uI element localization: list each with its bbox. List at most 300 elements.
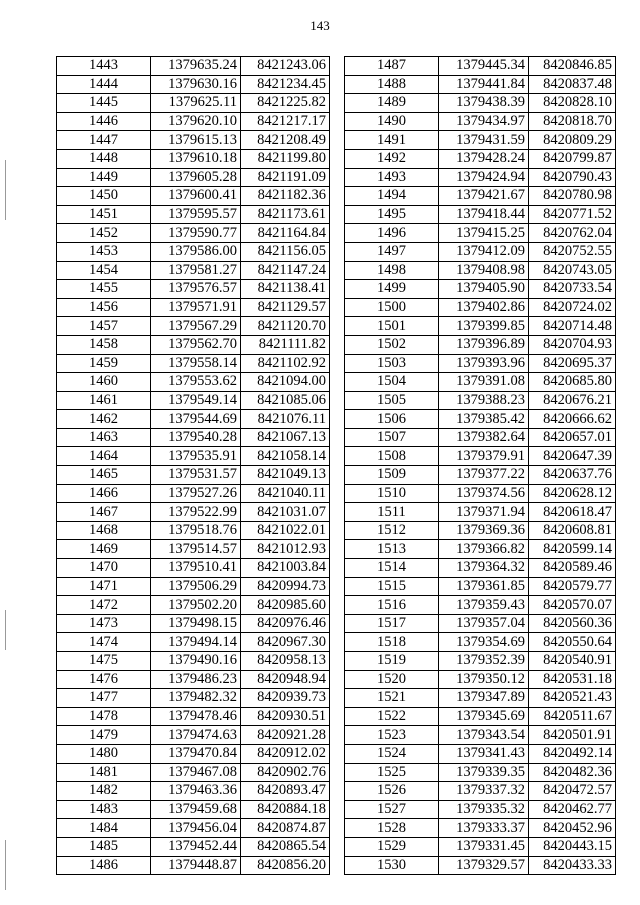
y-coordinate-cell: 8420511.67	[529, 707, 616, 726]
table-row	[345, 484, 616, 503]
point-number-cell: 1477	[57, 689, 151, 708]
y-coordinate-cell: 8420771.52	[529, 205, 616, 224]
y-coordinate-cell: 8421234.45	[241, 75, 330, 94]
y-coordinate-cell: 8420657.01	[529, 428, 616, 447]
point-number-cell: 1462	[57, 410, 151, 429]
point-number-cell: 1461	[57, 391, 151, 410]
table-row	[345, 819, 616, 838]
point-number-cell: 1490	[345, 112, 439, 131]
x-coordinate-cell: 1379456.04	[151, 819, 241, 838]
point-number-cell: 1517	[345, 614, 439, 633]
y-coordinate-cell: 8420976.46	[241, 614, 330, 633]
point-number-cell: 1453	[57, 242, 151, 261]
table-row	[57, 707, 330, 726]
y-coordinate-cell: 8420828.10	[529, 94, 616, 113]
point-number-cell: 1487	[345, 57, 439, 76]
y-coordinate-cell: 8421085.06	[241, 391, 330, 410]
point-number-cell: 1476	[57, 670, 151, 689]
x-coordinate-cell: 1379396.89	[439, 335, 529, 354]
table-row	[345, 837, 616, 856]
y-coordinate-cell: 8421094.00	[241, 373, 330, 392]
point-number-cell: 1491	[345, 131, 439, 150]
y-coordinate-cell: 8421191.09	[241, 168, 330, 187]
table-row	[57, 149, 330, 168]
y-coordinate-cell: 8421040.11	[241, 484, 330, 503]
y-coordinate-cell: 8421102.92	[241, 354, 330, 373]
point-number-cell: 1484	[57, 819, 151, 838]
y-coordinate-cell: 8420531.18	[529, 670, 616, 689]
point-number-cell: 1508	[345, 447, 439, 466]
x-coordinate-cell: 1379506.29	[151, 577, 241, 596]
y-coordinate-cell: 8421003.84	[241, 559, 330, 578]
x-coordinate-cell: 1379393.96	[439, 354, 529, 373]
x-coordinate-cell: 1379335.32	[439, 800, 529, 819]
x-coordinate-cell: 1379399.85	[439, 317, 529, 336]
point-number-cell: 1521	[345, 689, 439, 708]
table-row	[57, 335, 330, 354]
point-number-cell: 1480	[57, 744, 151, 763]
x-coordinate-cell: 1379581.27	[151, 261, 241, 280]
y-coordinate-cell: 8420930.51	[241, 707, 330, 726]
table-row	[57, 94, 330, 113]
point-number-cell: 1446	[57, 112, 151, 131]
y-coordinate-cell: 8420846.85	[529, 57, 616, 76]
point-number-cell: 1454	[57, 261, 151, 280]
y-coordinate-cell: 8420570.07	[529, 596, 616, 615]
table-row	[345, 652, 616, 671]
x-coordinate-cell: 1379605.28	[151, 168, 241, 187]
y-coordinate-cell: 8420704.93	[529, 335, 616, 354]
x-coordinate-cell: 1379576.57	[151, 280, 241, 299]
point-number-cell: 1481	[57, 763, 151, 782]
x-coordinate-cell: 1379341.43	[439, 744, 529, 763]
y-coordinate-cell: 8421173.61	[241, 205, 330, 224]
point-number-cell: 1449	[57, 168, 151, 187]
table-row	[57, 410, 330, 429]
page-number: 143	[310, 18, 330, 33]
x-coordinate-cell: 1379514.57	[151, 540, 241, 559]
table-row	[345, 521, 616, 540]
x-coordinate-cell: 1379424.94	[439, 168, 529, 187]
point-number-cell: 1513	[345, 540, 439, 559]
point-number-cell: 1443	[57, 57, 151, 76]
point-number-cell: 1514	[345, 559, 439, 578]
point-number-cell: 1510	[345, 484, 439, 503]
y-coordinate-cell: 8421208.49	[241, 131, 330, 150]
x-coordinate-cell: 1379502.20	[151, 596, 241, 615]
point-number-cell: 1515	[345, 577, 439, 596]
y-coordinate-cell: 8420685.80	[529, 373, 616, 392]
y-coordinate-cell: 8421138.41	[241, 280, 330, 299]
table-row	[57, 596, 330, 615]
x-coordinate-cell: 1379421.67	[439, 187, 529, 206]
x-coordinate-cell: 1379438.39	[439, 94, 529, 113]
table-row	[345, 744, 616, 763]
table-row	[345, 856, 616, 875]
x-coordinate-cell: 1379405.90	[439, 280, 529, 299]
y-coordinate-cell: 8420676.21	[529, 391, 616, 410]
table-row	[345, 187, 616, 206]
table-row	[345, 94, 616, 113]
scan-edge-mark	[5, 610, 6, 650]
table-row	[57, 763, 330, 782]
table-row	[57, 280, 330, 299]
y-coordinate-cell: 8420560.36	[529, 614, 616, 633]
point-number-cell: 1527	[345, 800, 439, 819]
point-number-cell: 1529	[345, 837, 439, 856]
table-row	[345, 280, 616, 299]
x-coordinate-cell: 1379445.34	[439, 57, 529, 76]
x-coordinate-cell: 1379379.91	[439, 447, 529, 466]
x-coordinate-cell: 1379630.16	[151, 75, 241, 94]
x-coordinate-cell: 1379415.25	[439, 224, 529, 243]
point-number-cell: 1456	[57, 298, 151, 317]
y-coordinate-cell: 8420589.46	[529, 559, 616, 578]
y-coordinate-cell: 8420921.28	[241, 726, 330, 745]
y-coordinate-cell: 8420967.30	[241, 633, 330, 652]
point-number-cell: 1482	[57, 782, 151, 801]
y-coordinate-cell: 8420482.36	[529, 763, 616, 782]
table-row	[57, 391, 330, 410]
table-row	[345, 317, 616, 336]
x-coordinate-cell: 1379357.04	[439, 614, 529, 633]
x-coordinate-cell: 1379418.44	[439, 205, 529, 224]
y-coordinate-cell: 8420884.18	[241, 800, 330, 819]
point-number-cell: 1473	[57, 614, 151, 633]
y-coordinate-cell: 8420492.14	[529, 744, 616, 763]
point-number-cell: 1486	[57, 856, 151, 875]
coordinates-table-right	[344, 56, 616, 875]
table-row	[57, 224, 330, 243]
point-number-cell: 1504	[345, 373, 439, 392]
point-number-cell: 1525	[345, 763, 439, 782]
table-row	[57, 577, 330, 596]
x-coordinate-cell: 1379377.22	[439, 466, 529, 485]
x-coordinate-cell: 1379478.46	[151, 707, 241, 726]
point-number-cell: 1522	[345, 707, 439, 726]
point-number-cell: 1528	[345, 819, 439, 838]
point-number-cell: 1472	[57, 596, 151, 615]
y-coordinate-cell: 8420790.43	[529, 168, 616, 187]
table-row	[345, 670, 616, 689]
table-row	[57, 205, 330, 224]
table-row	[57, 856, 330, 875]
x-coordinate-cell: 1379371.94	[439, 503, 529, 522]
table-row	[57, 298, 330, 317]
table-row	[345, 298, 616, 317]
point-number-cell: 1495	[345, 205, 439, 224]
y-coordinate-cell: 8421182.36	[241, 187, 330, 206]
table-row	[345, 335, 616, 354]
y-coordinate-cell: 8420912.02	[241, 744, 330, 763]
point-number-cell: 1479	[57, 726, 151, 745]
table-row	[57, 187, 330, 206]
x-coordinate-cell: 1379635.24	[151, 57, 241, 76]
x-coordinate-cell: 1379408.98	[439, 261, 529, 280]
table-row	[345, 428, 616, 447]
table-row	[57, 503, 330, 522]
x-coordinate-cell: 1379343.54	[439, 726, 529, 745]
table-row	[57, 800, 330, 819]
point-number-cell: 1488	[345, 75, 439, 94]
x-coordinate-cell: 1379615.13	[151, 131, 241, 150]
y-coordinate-cell: 8420608.81	[529, 521, 616, 540]
point-number-cell: 1498	[345, 261, 439, 280]
point-number-cell: 1465	[57, 466, 151, 485]
table-row	[57, 317, 330, 336]
y-coordinate-cell: 8420893.47	[241, 782, 330, 801]
x-coordinate-cell: 1379434.97	[439, 112, 529, 131]
y-coordinate-cell: 8421049.13	[241, 466, 330, 485]
table-row	[57, 670, 330, 689]
y-coordinate-cell: 8420985.60	[241, 596, 330, 615]
table-row	[345, 726, 616, 745]
point-number-cell: 1459	[57, 354, 151, 373]
table-row	[345, 224, 616, 243]
table-row	[345, 242, 616, 261]
point-number-cell: 1483	[57, 800, 151, 819]
y-coordinate-cell: 8421022.01	[241, 521, 330, 540]
point-number-cell: 1493	[345, 168, 439, 187]
y-coordinate-cell: 8421225.82	[241, 94, 330, 113]
table-row	[345, 540, 616, 559]
point-number-cell: 1471	[57, 577, 151, 596]
x-coordinate-cell: 1379482.32	[151, 689, 241, 708]
point-number-cell: 1497	[345, 242, 439, 261]
point-number-cell: 1463	[57, 428, 151, 447]
x-coordinate-cell: 1379498.15	[151, 614, 241, 633]
y-coordinate-cell: 8421031.07	[241, 503, 330, 522]
point-number-cell: 1458	[57, 335, 151, 354]
x-coordinate-cell: 1379347.89	[439, 689, 529, 708]
point-number-cell: 1499	[345, 280, 439, 299]
table-row	[345, 112, 616, 131]
table-row	[345, 149, 616, 168]
x-coordinate-cell: 1379354.69	[439, 633, 529, 652]
table-row	[57, 652, 330, 671]
x-coordinate-cell: 1379333.37	[439, 819, 529, 838]
x-coordinate-cell: 1379531.57	[151, 466, 241, 485]
x-coordinate-cell: 1379600.41	[151, 187, 241, 206]
x-coordinate-cell: 1379345.69	[439, 707, 529, 726]
table-left-body	[57, 57, 330, 875]
y-coordinate-cell: 8420521.43	[529, 689, 616, 708]
table-row	[345, 391, 616, 410]
y-coordinate-cell: 8421243.06	[241, 57, 330, 76]
y-coordinate-cell: 8420939.73	[241, 689, 330, 708]
y-coordinate-cell: 8420865.54	[241, 837, 330, 856]
table-row	[57, 782, 330, 801]
x-coordinate-cell: 1379448.87	[151, 856, 241, 875]
x-coordinate-cell: 1379620.10	[151, 112, 241, 131]
y-coordinate-cell: 8420550.64	[529, 633, 616, 652]
x-coordinate-cell: 1379518.76	[151, 521, 241, 540]
point-number-cell: 1489	[345, 94, 439, 113]
y-coordinate-cell: 8420856.20	[241, 856, 330, 875]
y-coordinate-cell: 8420695.37	[529, 354, 616, 373]
table-right-body	[345, 57, 616, 875]
point-number-cell: 1455	[57, 280, 151, 299]
x-coordinate-cell: 1379350.12	[439, 670, 529, 689]
table-row	[345, 763, 616, 782]
y-coordinate-cell: 8420618.47	[529, 503, 616, 522]
table-row	[345, 503, 616, 522]
table-row	[57, 521, 330, 540]
y-coordinate-cell: 8420958.13	[241, 652, 330, 671]
y-coordinate-cell: 8421120.70	[241, 317, 330, 336]
x-coordinate-cell: 1379441.84	[439, 75, 529, 94]
table-row	[345, 800, 616, 819]
x-coordinate-cell: 1379361.85	[439, 577, 529, 596]
table-row	[345, 466, 616, 485]
table-row	[57, 168, 330, 187]
point-number-cell: 1523	[345, 726, 439, 745]
scan-edge-mark	[5, 840, 6, 890]
point-number-cell: 1520	[345, 670, 439, 689]
x-coordinate-cell: 1379549.14	[151, 391, 241, 410]
y-coordinate-cell: 8420762.04	[529, 224, 616, 243]
point-number-cell: 1460	[57, 373, 151, 392]
y-coordinate-cell: 8420462.77	[529, 800, 616, 819]
table-row	[345, 689, 616, 708]
table-row	[345, 447, 616, 466]
x-coordinate-cell: 1379490.16	[151, 652, 241, 671]
y-coordinate-cell: 8420452.96	[529, 819, 616, 838]
point-number-cell: 1506	[345, 410, 439, 429]
y-coordinate-cell: 8421217.17	[241, 112, 330, 131]
x-coordinate-cell: 1379463.36	[151, 782, 241, 801]
table-row	[345, 131, 616, 150]
y-coordinate-cell: 8421076.11	[241, 410, 330, 429]
point-number-cell: 1501	[345, 317, 439, 336]
point-number-cell: 1450	[57, 187, 151, 206]
table-row	[345, 577, 616, 596]
x-coordinate-cell: 1379366.82	[439, 540, 529, 559]
point-number-cell: 1519	[345, 652, 439, 671]
point-number-cell: 1448	[57, 149, 151, 168]
x-coordinate-cell: 1379391.08	[439, 373, 529, 392]
point-number-cell: 1467	[57, 503, 151, 522]
y-coordinate-cell: 8420743.05	[529, 261, 616, 280]
table-row	[57, 373, 330, 392]
point-number-cell: 1466	[57, 484, 151, 503]
table-row	[57, 819, 330, 838]
point-number-cell: 1464	[57, 447, 151, 466]
point-number-cell: 1470	[57, 559, 151, 578]
y-coordinate-cell: 8420994.73	[241, 577, 330, 596]
table-row	[57, 559, 330, 578]
x-coordinate-cell: 1379590.77	[151, 224, 241, 243]
y-coordinate-cell: 8420902.76	[241, 763, 330, 782]
point-number-cell: 1451	[57, 205, 151, 224]
table-row	[57, 614, 330, 633]
table-row	[345, 57, 616, 76]
table-row	[345, 205, 616, 224]
table-row	[345, 373, 616, 392]
x-coordinate-cell: 1379510.41	[151, 559, 241, 578]
y-coordinate-cell: 8420799.87	[529, 149, 616, 168]
x-coordinate-cell: 1379452.44	[151, 837, 241, 856]
y-coordinate-cell: 8420666.62	[529, 410, 616, 429]
table-row	[57, 633, 330, 652]
x-coordinate-cell: 1379625.11	[151, 94, 241, 113]
x-coordinate-cell: 1379486.23	[151, 670, 241, 689]
x-coordinate-cell: 1379428.24	[439, 149, 529, 168]
point-number-cell: 1516	[345, 596, 439, 615]
table-row	[57, 354, 330, 373]
x-coordinate-cell: 1379431.59	[439, 131, 529, 150]
table-row	[57, 428, 330, 447]
point-number-cell: 1452	[57, 224, 151, 243]
x-coordinate-cell: 1379402.86	[439, 298, 529, 317]
x-coordinate-cell: 1379339.35	[439, 763, 529, 782]
y-coordinate-cell: 8421111.82	[241, 335, 330, 354]
y-coordinate-cell: 8420837.48	[529, 75, 616, 94]
coordinates-table-left	[56, 56, 330, 875]
table-row	[345, 633, 616, 652]
point-number-cell: 1445	[57, 94, 151, 113]
y-coordinate-cell: 8420724.02	[529, 298, 616, 317]
table-row	[345, 559, 616, 578]
point-number-cell: 1512	[345, 521, 439, 540]
y-coordinate-cell: 8420501.91	[529, 726, 616, 745]
point-number-cell: 1468	[57, 521, 151, 540]
point-number-cell: 1509	[345, 466, 439, 485]
table-row	[57, 837, 330, 856]
x-coordinate-cell: 1379329.57	[439, 856, 529, 875]
y-coordinate-cell: 8420874.87	[241, 819, 330, 838]
x-coordinate-cell: 1379535.91	[151, 447, 241, 466]
x-coordinate-cell: 1379470.84	[151, 744, 241, 763]
point-number-cell: 1475	[57, 652, 151, 671]
x-coordinate-cell: 1379562.70	[151, 335, 241, 354]
table-row	[57, 75, 330, 94]
x-coordinate-cell: 1379527.26	[151, 484, 241, 503]
y-coordinate-cell: 8420752.55	[529, 242, 616, 261]
point-number-cell: 1457	[57, 317, 151, 336]
x-coordinate-cell: 1379540.28	[151, 428, 241, 447]
y-coordinate-cell: 8421129.57	[241, 298, 330, 317]
table-row	[57, 466, 330, 485]
x-coordinate-cell: 1379571.91	[151, 298, 241, 317]
y-coordinate-cell: 8420540.91	[529, 652, 616, 671]
y-coordinate-cell: 8420472.57	[529, 782, 616, 801]
y-coordinate-cell: 8421067.13	[241, 428, 330, 447]
table-row	[57, 112, 330, 131]
point-number-cell: 1505	[345, 391, 439, 410]
point-number-cell: 1524	[345, 744, 439, 763]
x-coordinate-cell: 1379337.32	[439, 782, 529, 801]
x-coordinate-cell: 1379459.68	[151, 800, 241, 819]
x-coordinate-cell: 1379382.64	[439, 428, 529, 447]
y-coordinate-cell: 8420733.54	[529, 280, 616, 299]
x-coordinate-cell: 1379494.14	[151, 633, 241, 652]
table-row	[57, 131, 330, 150]
x-coordinate-cell: 1379467.08	[151, 763, 241, 782]
x-coordinate-cell: 1379595.57	[151, 205, 241, 224]
y-coordinate-cell: 8421164.84	[241, 224, 330, 243]
y-coordinate-cell: 8421199.80	[241, 149, 330, 168]
table-row	[345, 261, 616, 280]
table-row	[345, 596, 616, 615]
x-coordinate-cell: 1379374.56	[439, 484, 529, 503]
x-coordinate-cell: 1379544.69	[151, 410, 241, 429]
point-number-cell: 1518	[345, 633, 439, 652]
point-number-cell: 1447	[57, 131, 151, 150]
y-coordinate-cell: 8421156.05	[241, 242, 330, 261]
table-row	[57, 261, 330, 280]
x-coordinate-cell: 1379388.23	[439, 391, 529, 410]
